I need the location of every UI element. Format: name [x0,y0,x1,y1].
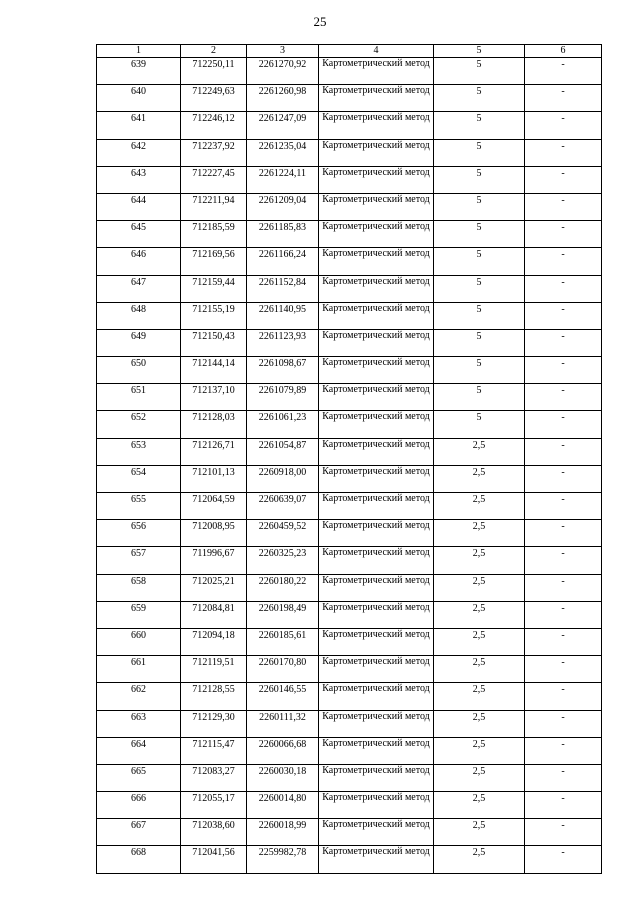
y-coordinate-cell: 2260111,32 [247,710,319,737]
y-coordinate-cell: 2261061,23 [247,411,319,438]
note-cell: - [525,846,602,873]
x-coordinate-cell: 712126,71 [181,438,247,465]
accuracy-cell: 5 [434,302,525,329]
accuracy-cell: 2,5 [434,819,525,846]
table-row [97,166,602,193]
point-number-cell: 650 [97,357,181,384]
x-coordinate-cell: 712250,11 [181,58,247,85]
x-coordinate-cell: 712169,56 [181,248,247,275]
note-cell: - [525,547,602,574]
x-coordinate-cell: 712159,44 [181,275,247,302]
point-number-cell: 648 [97,302,181,329]
accuracy-cell: 2,5 [434,438,525,465]
method-cell: Картометрический метод [319,221,434,248]
method-cell: Картометрический метод [319,166,434,193]
note-cell: - [525,574,602,601]
table-row [97,819,602,846]
note-cell: - [525,112,602,139]
method-cell: Картометрический метод [319,384,434,411]
method-cell: Картометрический метод [319,819,434,846]
note-cell: - [525,438,602,465]
method-cell: Картометрический метод [319,58,434,85]
point-number-cell: 644 [97,193,181,220]
table-row [97,628,602,655]
x-coordinate-cell: 712115,47 [181,737,247,764]
point-number-cell: 651 [97,384,181,411]
method-cell: Картометрический метод [319,683,434,710]
note-cell: - [525,248,602,275]
x-coordinate-cell: 712185,59 [181,221,247,248]
y-coordinate-cell: 2261270,92 [247,58,319,85]
method-cell: Картометрический метод [319,710,434,737]
table-header [97,45,602,58]
note-cell: - [525,384,602,411]
accuracy-cell: 2,5 [434,601,525,628]
note-cell: - [525,737,602,764]
table-row [97,737,602,764]
column-header: 1 [97,45,181,58]
accuracy-cell: 2,5 [434,792,525,819]
method-cell: Картометрический метод [319,357,434,384]
note-cell: - [525,819,602,846]
method-cell: Картометрический метод [319,846,434,873]
x-coordinate-cell: 712137,10 [181,384,247,411]
accuracy-cell: 2,5 [434,493,525,520]
y-coordinate-cell: 2261079,89 [247,384,319,411]
x-coordinate-cell: 712237,92 [181,139,247,166]
table-row [97,275,602,302]
method-cell: Картометрический метод [319,139,434,166]
table-row [97,112,602,139]
accuracy-cell: 5 [434,275,525,302]
x-coordinate-cell: 712128,55 [181,683,247,710]
y-coordinate-cell: 2260918,00 [247,465,319,492]
method-cell: Картометрический метод [319,656,434,683]
x-coordinate-cell: 712128,03 [181,411,247,438]
accuracy-cell: 2,5 [434,656,525,683]
table-row [97,846,602,873]
point-number-cell: 660 [97,628,181,655]
method-cell: Картометрический метод [319,438,434,465]
y-coordinate-cell: 2261054,87 [247,438,319,465]
method-cell: Картометрический метод [319,493,434,520]
method-cell: Картометрический метод [319,737,434,764]
method-cell: Картометрический метод [319,520,434,547]
point-number-cell: 645 [97,221,181,248]
x-coordinate-cell: 712038,60 [181,819,247,846]
x-coordinate-cell: 712025,21 [181,574,247,601]
point-number-cell: 641 [97,112,181,139]
table-row [97,384,602,411]
accuracy-cell: 2,5 [434,628,525,655]
table-row [97,302,602,329]
table-row [97,683,602,710]
y-coordinate-cell: 2260030,18 [247,764,319,791]
y-coordinate-cell: 2260459,52 [247,520,319,547]
point-number-cell: 642 [97,139,181,166]
accuracy-cell: 5 [434,193,525,220]
accuracy-cell: 5 [434,357,525,384]
y-coordinate-cell: 2261209,04 [247,193,319,220]
point-number-cell: 653 [97,438,181,465]
y-coordinate-cell: 2261152,84 [247,275,319,302]
method-cell: Картометрический метод [319,465,434,492]
table-row [97,520,602,547]
y-coordinate-cell: 2261185,83 [247,221,319,248]
y-coordinate-cell: 2261247,09 [247,112,319,139]
note-cell: - [525,601,602,628]
y-coordinate-cell: 2260170,80 [247,656,319,683]
method-cell: Картометрический метод [319,329,434,356]
point-number-cell: 662 [97,683,181,710]
table-row [97,221,602,248]
coordinates-table [96,44,602,874]
y-coordinate-cell: 2260066,68 [247,737,319,764]
table-row [97,411,602,438]
table-row [97,465,602,492]
method-cell: Картометрический метод [319,85,434,112]
y-coordinate-cell: 2259982,78 [247,846,319,873]
method-cell: Картометрический метод [319,547,434,574]
point-number-cell: 652 [97,411,181,438]
table-row [97,792,602,819]
note-cell: - [525,465,602,492]
accuracy-cell: 2,5 [434,465,525,492]
accuracy-cell: 5 [434,384,525,411]
x-coordinate-cell: 712227,45 [181,166,247,193]
note-cell: - [525,166,602,193]
y-coordinate-cell: 2260185,61 [247,628,319,655]
y-coordinate-cell: 2261235,04 [247,139,319,166]
y-coordinate-cell: 2260198,49 [247,601,319,628]
point-number-cell: 654 [97,465,181,492]
note-cell: - [525,139,602,166]
method-cell: Картометрический метод [319,112,434,139]
point-number-cell: 646 [97,248,181,275]
x-coordinate-cell: 712129,30 [181,710,247,737]
note-cell: - [525,656,602,683]
y-coordinate-cell: 2260180,22 [247,574,319,601]
header-row [97,45,602,58]
accuracy-cell: 5 [434,411,525,438]
note-cell: - [525,710,602,737]
y-coordinate-cell: 2260325,23 [247,547,319,574]
point-number-cell: 643 [97,166,181,193]
x-coordinate-cell: 712155,19 [181,302,247,329]
point-number-cell: 666 [97,792,181,819]
table-body [97,58,602,874]
point-number-cell: 658 [97,574,181,601]
y-coordinate-cell: 2261140,95 [247,302,319,329]
method-cell: Картометрический метод [319,574,434,601]
note-cell: - [525,221,602,248]
accuracy-cell: 2,5 [434,574,525,601]
note-cell: - [525,493,602,520]
x-coordinate-cell: 712249,63 [181,85,247,112]
table-row [97,58,602,85]
x-coordinate-cell: 712119,51 [181,656,247,683]
point-number-cell: 639 [97,58,181,85]
table-row [97,601,602,628]
note-cell: - [525,193,602,220]
table-row [97,329,602,356]
method-cell: Картометрический метод [319,275,434,302]
x-coordinate-cell: 712008,95 [181,520,247,547]
table-row [97,438,602,465]
point-number-cell: 665 [97,764,181,791]
point-number-cell: 659 [97,601,181,628]
note-cell: - [525,329,602,356]
x-coordinate-cell: 712084,81 [181,601,247,628]
x-coordinate-cell: 712094,18 [181,628,247,655]
method-cell: Картометрический метод [319,601,434,628]
x-coordinate-cell: 712064,59 [181,493,247,520]
note-cell: - [525,411,602,438]
column-header: 4 [319,45,434,58]
column-header: 5 [434,45,525,58]
x-coordinate-cell: 712083,27 [181,764,247,791]
note-cell: - [525,628,602,655]
y-coordinate-cell: 2261260,98 [247,85,319,112]
accuracy-cell: 2,5 [434,737,525,764]
table-row [97,764,602,791]
table-row [97,493,602,520]
y-coordinate-cell: 2261098,67 [247,357,319,384]
point-number-cell: 657 [97,547,181,574]
x-coordinate-cell: 712041,56 [181,846,247,873]
point-number-cell: 663 [97,710,181,737]
table-row [97,193,602,220]
method-cell: Картометрический метод [319,764,434,791]
x-coordinate-cell: 712211,94 [181,193,247,220]
note-cell: - [525,85,602,112]
point-number-cell: 647 [97,275,181,302]
method-cell: Картометрический метод [319,628,434,655]
accuracy-cell: 5 [434,85,525,112]
note-cell: - [525,302,602,329]
table-row [97,656,602,683]
accuracy-cell: 5 [434,112,525,139]
y-coordinate-cell: 2260639,07 [247,493,319,520]
table-row [97,248,602,275]
accuracy-cell: 5 [434,139,525,166]
table-row [97,85,602,112]
note-cell: - [525,792,602,819]
point-number-cell: 667 [97,819,181,846]
y-coordinate-cell: 2260014,80 [247,792,319,819]
accuracy-cell: 2,5 [434,764,525,791]
column-header: 2 [181,45,247,58]
page-number: 25 [313,14,327,29]
x-coordinate-cell: 712101,13 [181,465,247,492]
method-cell: Картометрический метод [319,302,434,329]
point-number-cell: 640 [97,85,181,112]
accuracy-cell: 5 [434,58,525,85]
note-cell: - [525,58,602,85]
point-number-cell: 661 [97,656,181,683]
accuracy-cell: 5 [434,221,525,248]
accuracy-cell: 5 [434,329,525,356]
point-number-cell: 664 [97,737,181,764]
note-cell: - [525,683,602,710]
point-number-cell: 655 [97,493,181,520]
accuracy-cell: 2,5 [434,710,525,737]
x-coordinate-cell: 711996,67 [181,547,247,574]
y-coordinate-cell: 2261123,93 [247,329,319,356]
note-cell: - [525,520,602,547]
table-row [97,547,602,574]
accuracy-cell: 5 [434,248,525,275]
y-coordinate-cell: 2260146,55 [247,683,319,710]
table-row [97,574,602,601]
table-row [97,357,602,384]
accuracy-cell: 2,5 [434,683,525,710]
accuracy-cell: 2,5 [434,846,525,873]
method-cell: Картометрический метод [319,248,434,275]
method-cell: Картометрический метод [319,792,434,819]
note-cell: - [525,357,602,384]
method-cell: Картометрический метод [319,411,434,438]
y-coordinate-cell: 2261224,11 [247,166,319,193]
point-number-cell: 656 [97,520,181,547]
accuracy-cell: 5 [434,166,525,193]
accuracy-cell: 2,5 [434,547,525,574]
x-coordinate-cell: 712246,12 [181,112,247,139]
x-coordinate-cell: 712150,43 [181,329,247,356]
column-header: 3 [247,45,319,58]
table-row [97,139,602,166]
y-coordinate-cell: 2260018,99 [247,819,319,846]
point-number-cell: 649 [97,329,181,356]
table-row [97,710,602,737]
point-number-cell: 668 [97,846,181,873]
x-coordinate-cell: 712144,14 [181,357,247,384]
accuracy-cell: 2,5 [434,520,525,547]
x-coordinate-cell: 712055,17 [181,792,247,819]
method-cell: Картометрический метод [319,193,434,220]
y-coordinate-cell: 2261166,24 [247,248,319,275]
note-cell: - [525,764,602,791]
column-header: 6 [525,45,602,58]
note-cell: - [525,275,602,302]
